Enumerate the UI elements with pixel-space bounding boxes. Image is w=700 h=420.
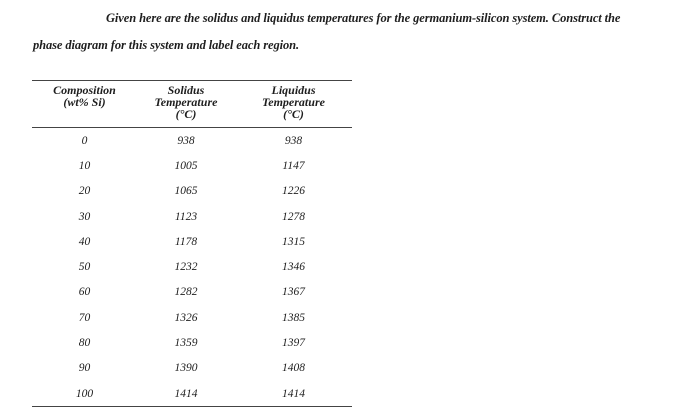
solidus-cell: 938: [177, 134, 195, 147]
table-row: [32, 381, 352, 407]
liquidus-cell: 1408: [282, 362, 305, 375]
composition-cell: 50: [78, 261, 91, 274]
header-composition-title: Composition: [53, 83, 116, 97]
header-liquidus-title: Liquidus: [271, 83, 316, 97]
solidus-cell: 1326: [174, 311, 198, 324]
header-liquidus-unit: (°C): [283, 107, 304, 121]
table-row: [32, 330, 352, 355]
solidus-cell: 1178: [174, 235, 198, 248]
table-row: [32, 254, 352, 279]
liquidus-cell: 1385: [282, 311, 305, 324]
liquidus-cell: 1278: [282, 210, 305, 223]
table-row: [32, 229, 352, 254]
liquidus-cell: 1367: [282, 286, 305, 299]
problem-text-line-1: Given here are the solidus and liquidus temperatures for the germanium-silicon system. Construct the: [106, 11, 621, 25]
table-header-row: [32, 81, 352, 128]
table-row: [32, 280, 352, 305]
table-header: [32, 81, 352, 128]
solidus-cell: 1359: [174, 337, 198, 350]
composition-cell: 70: [78, 311, 91, 324]
composition-cell: 10: [78, 159, 91, 172]
header-solidus-subtitle: Temperature: [154, 95, 218, 109]
solidus-cell: 1232: [174, 261, 198, 274]
solidus-cell: 1414: [137, 381, 235, 407]
header-liquidus-subtitle: Temperature: [262, 95, 325, 109]
composition-cell: 30: [78, 210, 91, 223]
table-row: [32, 128, 352, 154]
liquidus-cell: 1346: [282, 261, 305, 274]
header-solidus: [137, 81, 235, 128]
composition-cell: 0: [81, 134, 88, 147]
header-liquidus: [235, 81, 352, 128]
table-row: [32, 179, 352, 204]
solidus-cell: 1123: [174, 210, 198, 223]
table-body: [32, 128, 352, 407]
solidus-cell: 1390: [174, 362, 198, 375]
composition-cell: 90: [78, 362, 91, 375]
composition-cell: 40: [78, 235, 91, 248]
table-row: [32, 204, 352, 229]
problem-text-line-2: phase diagram for this system and label each region.: [33, 38, 299, 52]
liquidus-cell: 1226: [282, 185, 305, 198]
liquidus-cell: 1397: [282, 337, 305, 350]
table-row: [32, 305, 352, 330]
header-solidus-title: Solidus: [167, 83, 205, 97]
liquidus-cell: 1315: [282, 235, 305, 248]
header-composition-unit: (wt% Si): [63, 95, 106, 109]
table-row: [32, 356, 352, 381]
solidus-cell: 1065: [174, 185, 198, 198]
liquidus-cell: 1414: [235, 381, 352, 407]
table-row: [32, 153, 352, 178]
header-composition: [32, 81, 137, 128]
composition-cell: 20: [78, 185, 91, 198]
solidus-cell: 1282: [174, 286, 198, 299]
temperature-table: [32, 80, 352, 407]
composition-cell: 80: [78, 337, 91, 350]
liquidus-cell: 938: [284, 134, 303, 147]
solidus-cell: 1005: [174, 159, 198, 172]
liquidus-cell: 1147: [282, 159, 305, 172]
composition-cell: 60: [78, 286, 91, 299]
header-solidus-unit: (°C): [175, 107, 197, 121]
composition-cell: 100: [32, 381, 137, 407]
